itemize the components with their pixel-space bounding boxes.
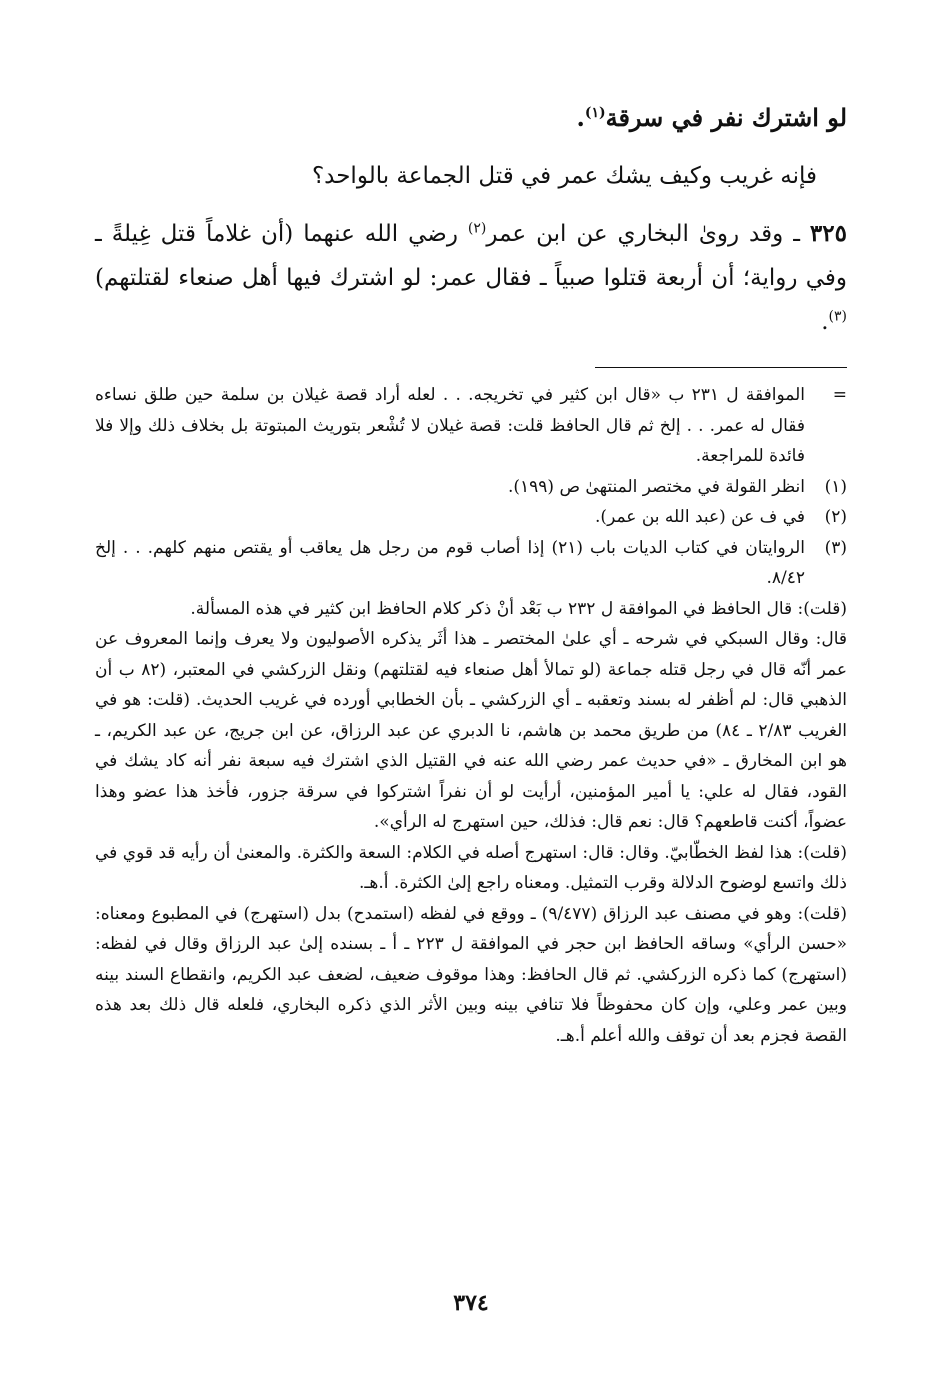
footnote-marker: (١) — [824, 476, 847, 497]
footnote-text: الموافقة ل ٢٣١ ب «قال ابن كثير في تخريجه. . . لعله أراد قصة غيلان بن سلمة حين طلق نساءه فقال له عمر. . . إلخ ثم قال الحافظ قلت: قصة غيلان لا تُشْعر بتوريث المبتوتة بل بخلاف ذلك وإلا فلا فائدة للمراجعة. — [95, 385, 805, 466]
footnote-continued — [95, 380, 847, 472]
question-line: فإنه غريب وكيف يشك عمر في قتل الجماعة بالواحد؟ — [311, 163, 817, 189]
footnote-marker: (٢) — [824, 507, 847, 527]
page-number: ٣٧٤ — [453, 1290, 489, 1316]
footnote-text: في ف عن (عبد الله بن عمر). — [595, 507, 805, 527]
heading-period: . — [576, 103, 585, 132]
footnote-commentary-3: (قلت): هذا لفظ الخطّابيّ. وقال: قال: استهرج أصله في الكلام: السعة والكثرة. والمعنىٰ أن رأيه قد قوي في ذلك واتسع لوضوح الدلالة وقرب التمثيل. ومعناه راجع إلىٰ الكثرة. أ.هـ. — [95, 842, 847, 893]
footnote-text: الروايتان في كتاب الديات باب (٢١) إذا أصاب قوم من رجل هل يعاقب أو يقتص منهم كلهم. . . إلخ ٨/٤٢. — [95, 537, 805, 588]
footnote-ref-2: (٢) — [467, 220, 487, 237]
footnote-ref-1: (١) — [584, 105, 606, 121]
footnote-separator — [595, 367, 847, 368]
section-heading — [95, 100, 847, 136]
hadith-number: ٣٢٥ — [809, 220, 847, 247]
footnote-2 — [95, 502, 847, 533]
footnote-3 — [95, 533, 847, 594]
footnote-marker: = — [832, 385, 847, 405]
footnote-marker: (٣) — [824, 537, 847, 558]
footnote-text: انظر القولة في مختصر المنتهىٰ ص (١٩٩). — [507, 476, 805, 497]
hadith-text-part-2: رضي الله عنهما (أن غلاماً قتل غِيلةً ـ وفي رواية؛ أن أربعة قتلوا صبياً ـ فقال عمر: لو اشترك فيها أهل صنعاء لقتلتهم) — [95, 221, 847, 291]
footnote-commentary-4: (قلت): وهو في مصنف عبد الرزاق (٩/٤٧٧) ـ ووقع في لفظه (استمدح) بدل (استهرج) في المطبوع ومعناه: «حسن الرأي» وساقه الحافظ ابن حجر في الموافقة ل ٢٢٣ ـ أ ـ بسنده إلىٰ عبد الرزاق وقال في لفظه: (استهرج) كما ذكره الزركشي. ثم قال الحافظ: وهذا موقوف ضعيف، لضعف عبد الكريم، وانقطاع السند بينه وبين عمر وعلي، وإن كان محفوظاً فلا تنافي بينه وبين الأثر الذي ذكره البخاري، فلعله قال ذلك بعد هذه القصة فجزم بعد أن توقف والله أعلم أ.هـ. — [95, 903, 847, 1046]
hadith-paragraph — [95, 212, 847, 344]
hadith-text-part-1: ـ وقد روىٰ البخاري عن ابن عمر — [486, 221, 810, 247]
footnote-commentary-2: قال: وقال السبكي في شرحه ـ أي علىٰ المختصر ـ هذا أثَر يذكره الأصوليون ولا يعرف وإنما المعروف عن عمر أنّه قال في رجل قتله جماعة (لو تمالأ أهل صنعاء فيه لقتلتهم) ونقل الزركشي في المعتبر، (٨٢ ب أن الذهبي قال: لم أظفر له بسند وتعقبه ـ أي الزركشي ـ بأن الخطابي أورده في غريب الحديث. (قلت: هو في الغريب ٢/٨٣ ـ ٨٤) من طريق محمد بن هاشم، نا الدبري عن عبد الرزاق، عن ابن جريج، عن عبد الكريم، ـ هو ابن المخارق ـ «في حديث عمر رضي الله عنه في القتيل الذي اشترك فيه سبعة نفر أنه كاد يشك في القود، فقال له علي: يا أمير المؤمنين، أرأيت لو أن نفراً اشتركوا في سرقة جزور، فأخذ هذا عضو وهذا عضواً، أكنت قاطعهم؟ قال: نعم قال: فذلك، حين استهرج له الرأي». — [95, 629, 847, 832]
footnote-commentary-1: (قلت): قال الحافظ في الموافقة ل ٢٣٢ ب بَعْد أنْ ذكر كلام الحافظ ابن كثير في هذه المسألة. — [190, 598, 847, 619]
hadith-period: . — [821, 309, 829, 335]
footnote-1 — [95, 472, 847, 503]
footnote-ref-3: (٣) — [828, 308, 847, 325]
footnotes-block — [95, 380, 847, 1051]
heading-text: لو اشترك نفر في سرقة — [605, 103, 847, 132]
